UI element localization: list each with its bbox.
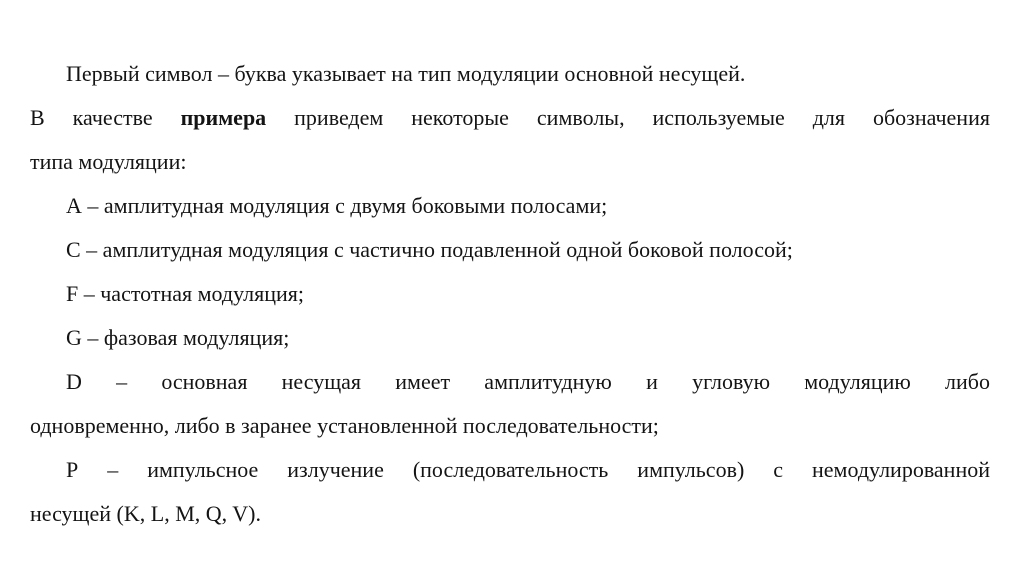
list-item-d-line-1: D – основная несущая имеет амплитудную и угловую модуляцию либо [66, 369, 990, 394]
list-item-p-line-1: Р – импульсное излучение (последовательность импульсов) с немодулированной [66, 457, 990, 482]
list-item-f: F – частотная модуляция; [66, 281, 305, 306]
example-paragraph-line-1 [30, 96, 990, 140]
list-item-c: С – амплитудная модуляция с частично подавленной одной боковой полосой; [66, 237, 793, 262]
document-text [30, 52, 990, 536]
example-bold-word: примера [180, 105, 267, 130]
list-item-p-line-2: несущей (K, L, M, Q, V). [30, 501, 261, 526]
intro-paragraph: Первый символ – буква указывает на тип модуляции основной несущей. [66, 61, 746, 86]
example-prefix: В качестве [30, 105, 181, 130]
example-paragraph-line-2: типа модуляции: [30, 149, 187, 174]
list-item-d-line-2: одновременно, либо в заранее установленной последовательности; [30, 413, 659, 438]
list-item-a: А – амплитудная модуляция с двумя боковыми полосами; [66, 193, 608, 218]
list-item-g: G – фазовая модуляция; [66, 325, 290, 350]
example-rest: приведем некоторые символы, используемые для обозначения [266, 105, 990, 130]
